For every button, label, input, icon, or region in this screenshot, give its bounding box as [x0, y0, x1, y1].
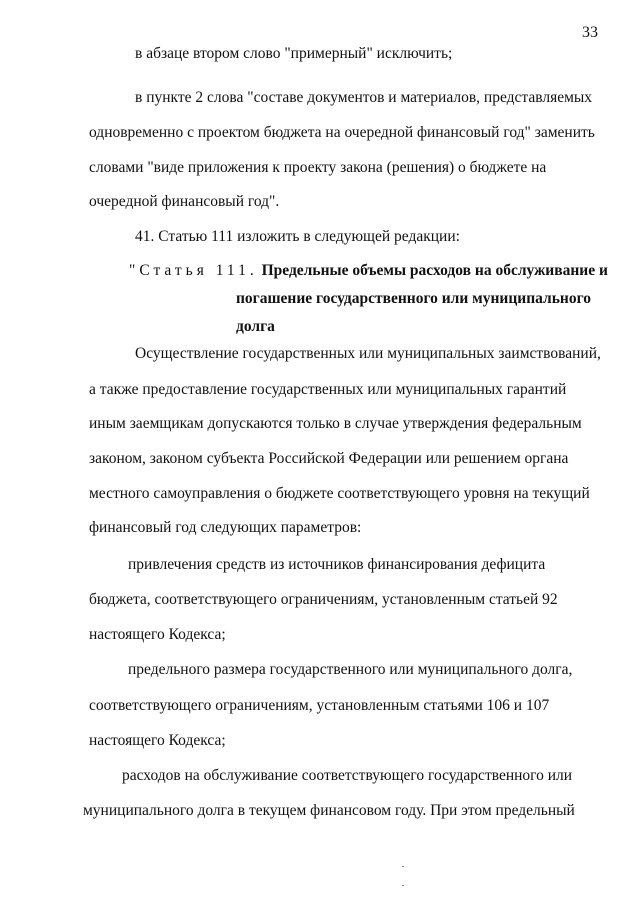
scan-speck — [402, 866, 404, 867]
article-title-line-1: Предельные объемы расходов на обслуживание и — [261, 262, 608, 279]
text-line: бюджета, соответствующего ограничениям, установленным статьей 92 — [89, 591, 558, 608]
text-line: законом, законом субъекта Российской Федерации или решением органа — [89, 450, 569, 467]
text-line: а также предоставление государственных или муниципальных гарантий — [89, 381, 567, 398]
text-line: финансовый год следующих параметров: — [89, 519, 362, 536]
text-line-content: в пункте 2 слова "составе документов и материалов, представляемых — [135, 89, 593, 106]
text-line: 41. Статью 111 изложить в следующей редакции: — [135, 228, 460, 245]
article-title-line-2: погашение государственного или муниципального — [236, 290, 592, 307]
text-line: настоящего Кодекса; — [89, 626, 226, 643]
text-line: привлечения средств из источников финансирования дефицита — [128, 556, 546, 573]
text-line — [89, 159, 594, 177]
text-line: настоящего Кодекса; — [89, 732, 226, 749]
text-line-content: одновременно с проектом бюджета на очередной финансовый год" заменить — [89, 124, 595, 141]
scan-speck — [402, 885, 404, 886]
article-prefix: "Статья 111. — [129, 262, 258, 279]
text-line: очередной финансовый год". — [89, 193, 280, 210]
text-line-content: словами "виде приложения к проекту закона (решения) о бюджете на — [89, 159, 547, 176]
text-line: соответствующего ограничениям, установленным статьями 106 и 107 — [89, 697, 550, 714]
text-line — [89, 124, 594, 142]
text-line: муниципального долга в текущем финансовом году. При этом предельный — [83, 802, 575, 819]
text-line — [135, 89, 594, 107]
page-number: 33 — [582, 24, 598, 41]
text-line: предельного размера государственного или муниципального долга, — [128, 661, 573, 678]
text-line: местного самоуправления о бюджете соответствующего уровня на текущий — [89, 485, 590, 502]
text-line: расходов на обслуживание соответствующего государственного или — [122, 767, 573, 784]
text-line: иным заемщикам допускаются только в случае утверждения федеральным — [89, 415, 582, 432]
text-line: Осуществление государственных или муниципальных заимствований, — [135, 345, 601, 362]
text-line: в абзаце втором слово "примерный" исключить; — [135, 45, 453, 62]
article-heading — [129, 262, 608, 280]
article-title-line-3: долга — [236, 318, 275, 335]
